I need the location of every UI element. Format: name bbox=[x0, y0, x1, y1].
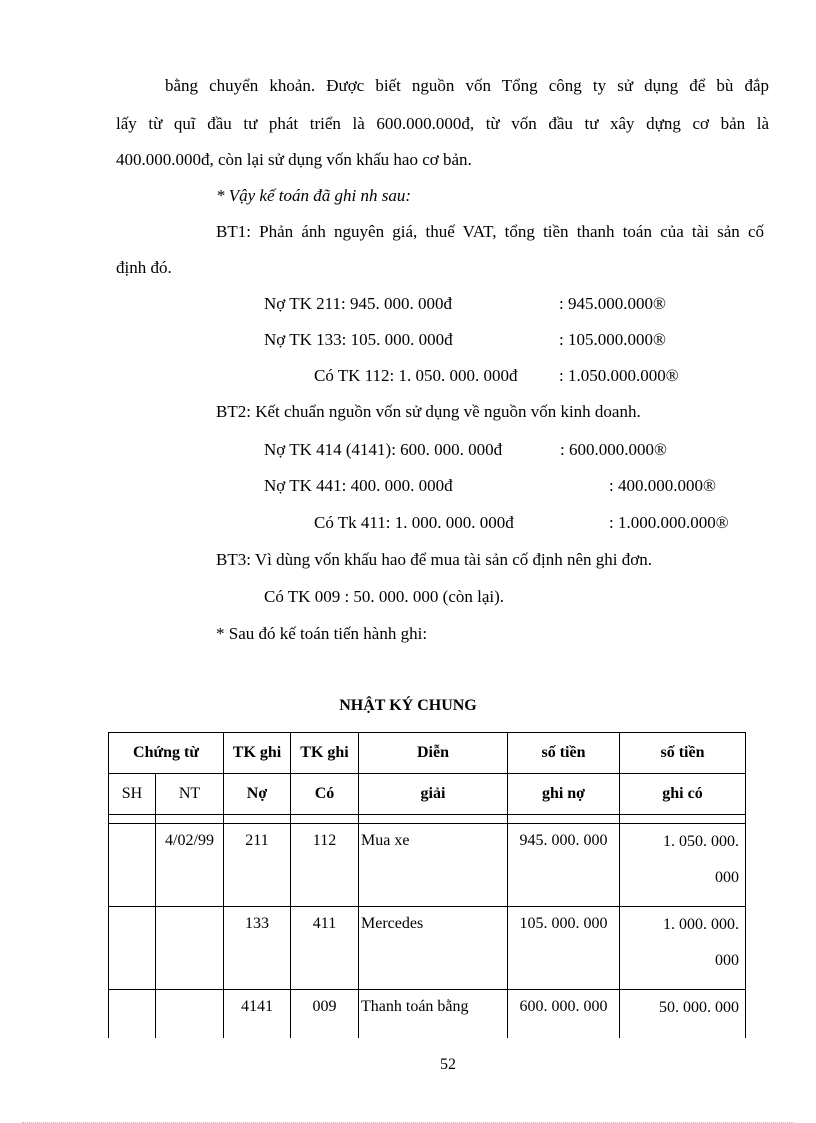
cell-co bbox=[620, 907, 746, 990]
entry-account: Nợ TK 441: 400. 000. 000đ bbox=[264, 476, 453, 495]
journal-table bbox=[108, 732, 746, 1038]
header-so-tien-co: số tiền bbox=[620, 733, 746, 774]
entry-amount: : 400.000.000® bbox=[609, 476, 716, 495]
cell-sh bbox=[109, 990, 156, 1039]
bt1-heading-cont: định đó. bbox=[116, 258, 172, 277]
intro-line: * Vậy kế toán đã ghi nh sau: bbox=[216, 186, 411, 205]
cell-dien-giai: Mercedes bbox=[359, 907, 508, 990]
header-tk-ghi-no: TK ghi bbox=[224, 733, 291, 774]
cell-nt: 4/02/99 bbox=[156, 824, 224, 907]
header-so-tien-no: số tiền bbox=[508, 733, 620, 774]
entry-amount: : 945.000.000® bbox=[559, 294, 666, 313]
paragraph-line: bằng chuyển khoản. Được biết nguồn vốn Tổng công ty sử dụng để bù đắp bbox=[165, 76, 769, 95]
bt3-entry: Có TK 009 : 50. 000. 000 (còn lại). bbox=[264, 587, 505, 606]
entry-amount: : 1.000.000.000® bbox=[609, 513, 729, 532]
bt1-heading: BT1: Phản ánh nguyên giá, thuế VAT, tổng tiền thanh toán của tài sản cố bbox=[216, 222, 764, 241]
paragraph-line: 400.000.000đ, còn lại sử dụng vốn khấu hao cơ bản. bbox=[116, 150, 472, 169]
table-row bbox=[109, 990, 746, 1039]
header-giai: giải bbox=[359, 774, 508, 815]
cell-co-part: 1. 000. 000. bbox=[663, 916, 739, 933]
entry-amount: : 105.000.000® bbox=[559, 330, 666, 349]
cell-co-part: 000 bbox=[715, 869, 739, 886]
after-line: * Sau đó kế toán tiến hành ghi: bbox=[216, 624, 428, 643]
cell-tk-co: 411 bbox=[291, 907, 359, 990]
cell-no: 600. 000. 000 bbox=[508, 990, 620, 1039]
entry-account: Có Tk 411: 1. 000. 000. 000đ bbox=[314, 513, 514, 532]
journal-title: NHẬT KÝ CHUNG bbox=[339, 697, 477, 714]
cell-no: 945. 000. 000 bbox=[508, 824, 620, 907]
cell-tk-co: 112 bbox=[291, 824, 359, 907]
header-co: Có bbox=[291, 774, 359, 815]
entry-account: Có TK 112: 1. 050. 000. 000đ bbox=[314, 366, 518, 385]
bt3-heading: BT3: Vì dùng vốn khấu hao để mua tài sản cố định nên ghi đơn. bbox=[216, 550, 652, 569]
cell-nt bbox=[156, 907, 224, 990]
cell-co bbox=[620, 824, 746, 907]
header-chung-tu: Chứng từ bbox=[109, 733, 224, 774]
cell-sh bbox=[109, 907, 156, 990]
cell-tk-no: 211 bbox=[224, 824, 291, 907]
table-row bbox=[109, 907, 746, 990]
header-ghi-no: ghi nợ bbox=[508, 774, 620, 815]
header-ghi-co: ghi có bbox=[620, 774, 746, 815]
cell-tk-no: 133 bbox=[224, 907, 291, 990]
page-number: 52 bbox=[440, 1056, 456, 1073]
cell-sh bbox=[109, 824, 156, 907]
cell-nt bbox=[156, 990, 224, 1039]
cell-co-part: 50. 000. 000 bbox=[659, 999, 739, 1016]
cell-tk-co: 009 bbox=[291, 990, 359, 1039]
entry-account: Nợ TK 133: 105. 000. 000đ bbox=[264, 330, 453, 349]
bt2-heading: BT2: Kết chuẩn nguồn vốn sử dụng về nguồn vốn kinh doanh. bbox=[216, 402, 641, 421]
entry-account: Nợ TK 211: 945. 000. 000đ bbox=[264, 294, 452, 313]
table-row bbox=[109, 824, 746, 907]
cell-co bbox=[620, 990, 746, 1039]
header-no: Nợ bbox=[224, 774, 291, 815]
header-dien-giai: Diễn bbox=[359, 733, 508, 774]
cell-tk-no: 4141 bbox=[224, 990, 291, 1039]
entry-amount: : 1.050.000.000® bbox=[559, 366, 679, 385]
cell-co-part: 000 bbox=[715, 952, 739, 969]
cell-no: 105. 000. 000 bbox=[508, 907, 620, 990]
header-nt: NT bbox=[156, 774, 224, 815]
entry-amount: : 600.000.000® bbox=[560, 440, 667, 459]
header-sh: SH bbox=[109, 774, 156, 815]
cell-dien-giai: Mua xe bbox=[359, 824, 508, 907]
cell-co-part: 1. 050. 000. bbox=[663, 833, 739, 850]
cell-dien-giai: Thanh toán bằng bbox=[359, 990, 508, 1039]
entry-account: Nợ TK 414 (4141): 600. 000. 000đ bbox=[264, 440, 503, 459]
paragraph-line: lấy từ quĩ đầu tư phát triển là 600.000.000đ, từ vốn đầu tư xây dựng cơ bản là bbox=[116, 114, 769, 133]
header-tk-ghi-co: TK ghi bbox=[291, 733, 359, 774]
